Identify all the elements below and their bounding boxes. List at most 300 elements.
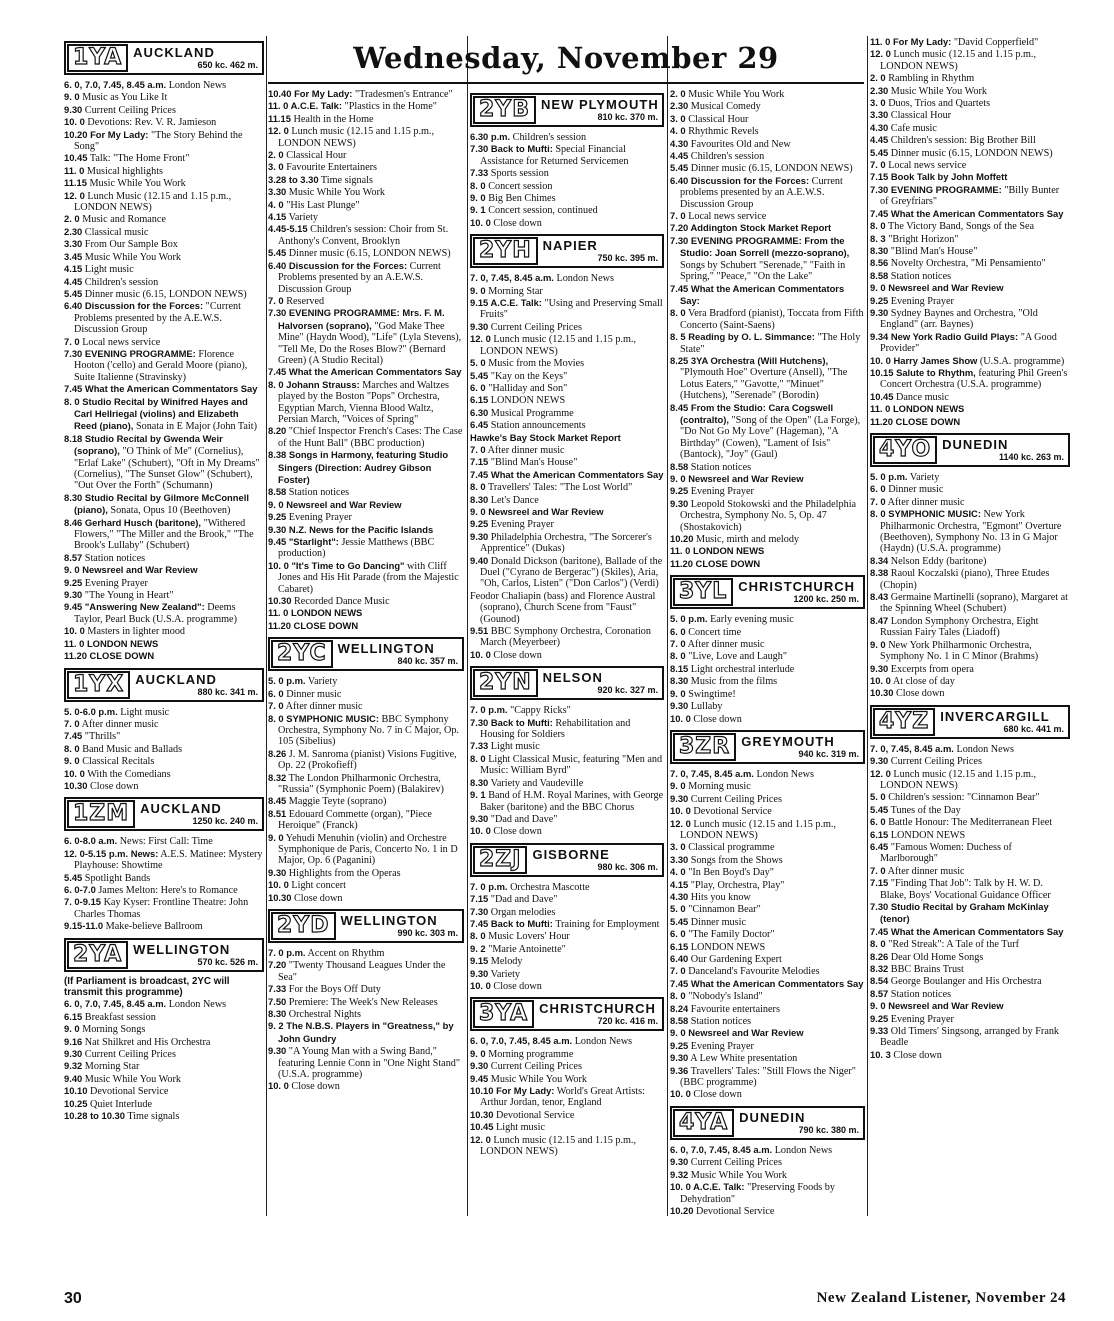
station-city: GREYMOUTH [741, 733, 835, 749]
listing-3yl [670, 613, 865, 725]
entry-time: 7.45 What the American Commentators Say [470, 468, 664, 480]
entry-text: Germaine Martinelli (soprano), Margaret at the Spinning Wheel (Schubert) [880, 592, 1068, 615]
entry-text: Vera Bradford (pianist), Toccata from Fifth Concerto (Saint-Saens) [680, 308, 864, 331]
programme-entry [470, 1121, 664, 1133]
listing-3ya [470, 1035, 664, 1157]
entry-text: Music and Romance [79, 214, 166, 226]
programme-entry [670, 854, 865, 866]
entry-time: 10. 3 [870, 1048, 891, 1060]
station-box-1yx [64, 668, 264, 702]
entry-text: Lunch music (12.15 and 1.15 p.m., LONDON NEWS) [880, 49, 1037, 72]
entry-time: 8.58 [268, 486, 287, 498]
entry-text: Dear Old Home Songs [888, 951, 984, 963]
programme-entry [470, 1134, 664, 1158]
station-box-2yb [470, 93, 664, 127]
programme-entry [470, 980, 664, 992]
programme-entry [64, 152, 264, 164]
entry-text: Musical Comedy [688, 101, 761, 113]
entry-time: 2.30 [670, 100, 689, 112]
entry-time: 4.15 [670, 878, 689, 890]
programme-entry [268, 1020, 464, 1045]
programme-entry [870, 245, 1070, 257]
programme-entry [870, 122, 1070, 134]
entry-time: 5.45 [870, 146, 889, 158]
entry-time: 7. 0 [64, 717, 80, 729]
entry-time: 9. 0 Newsreel and War Review [670, 1027, 804, 1039]
entry-time: 9.45 "Starlight": [268, 536, 339, 548]
entry-time: 9.32 [670, 1168, 689, 1180]
programme-entry [670, 222, 865, 234]
station-box-2yh [470, 234, 664, 268]
entry-text: Rhythmic Revels [685, 126, 759, 138]
entry-text: "In Ben Boyd's Day" [685, 867, 774, 879]
entry-time: 4.45 [64, 275, 83, 287]
programme-entry [470, 590, 664, 625]
programme-entry [470, 625, 664, 649]
entry-time: 3.30 [64, 238, 83, 250]
entry-time: 6. 0, 7.0, 7.45, 8.45 a.m. [670, 1143, 773, 1155]
programme-entry [670, 613, 865, 625]
station-city: INVERCARGILL [940, 708, 1050, 724]
entry-time: 5. 0 [870, 791, 886, 803]
entry-time: 9.25 [670, 485, 689, 497]
entry-time: 11.20 CLOSE DOWN [670, 557, 761, 569]
programme-entry [268, 607, 464, 619]
entry-time: 11. 0 For My Lady: [870, 36, 952, 47]
entry-text: Classical Hour [888, 110, 952, 122]
entry-text: Battle Honour: The Mediterranean Fleet [885, 817, 1053, 829]
entry-time: 7. 0 p.m. [470, 880, 508, 892]
entry-time: 9.30 [670, 1052, 689, 1064]
station-city: DUNEDIN [942, 437, 1009, 452]
programme-entry [470, 432, 664, 444]
entry-time: 8. 0 SYMPHONIC MUSIC: [268, 712, 379, 724]
programme-entry [470, 394, 664, 406]
programme-entry [268, 772, 464, 796]
station-frequency: 1140 kc. 263 m. [998, 452, 1064, 462]
programme-entry [670, 283, 865, 308]
entry-text: London News [553, 273, 614, 285]
entry-text: Current Problems presented by an A.E.W.S. Discussion Group [278, 260, 441, 295]
entry-time: 8.24 [670, 1002, 689, 1014]
entry-time: 11. 0 [64, 164, 85, 176]
entry-text: "O Think of Me" (Cornelius), "Erlaf Lake" (Schubert), "Oft in My Dreams" (Cornelius), "The Sunset Glow" (Schubert), "Out Over the Forth" (Schumann) [74, 446, 260, 492]
programme-entry [268, 88, 464, 100]
entry-time: 9. 0 [470, 284, 486, 296]
programme-entry [870, 1013, 1070, 1025]
entry-text: Morning music [685, 781, 751, 793]
call-sign: 2YN [473, 669, 538, 697]
programme-entry [870, 951, 1070, 963]
entry-time: 9.30 [470, 967, 489, 979]
entry-time: 11. 0 LONDON NEWS [268, 607, 363, 619]
entry-text: Close down [490, 980, 542, 992]
entry-time: 8. 0 [870, 220, 886, 232]
programme-entry [64, 625, 264, 637]
programme-entry [670, 1144, 865, 1156]
entry-text: Concert session, continued [485, 205, 598, 217]
programme-entry [870, 768, 1070, 792]
programme-entry [470, 167, 664, 179]
programme-entry [870, 134, 1070, 146]
entry-text: "Blind Man's House" [488, 457, 578, 469]
programme-entry [268, 186, 464, 198]
entry-time: 10.20 [670, 1204, 694, 1216]
programme-entry [870, 85, 1070, 97]
entry-time: 8.54 [870, 975, 889, 987]
entry-time: 6.15 [870, 828, 889, 840]
entry-text: Close down [690, 713, 742, 725]
programme-entry [870, 743, 1070, 755]
programme-entry [268, 808, 464, 832]
programme-entry [470, 1085, 664, 1109]
call-sign: 2ZJ [473, 846, 527, 874]
programme-entry [870, 963, 1070, 975]
entry-text: Close down [490, 649, 542, 661]
listing-3ya-continued [670, 88, 865, 570]
entry-time: 9. 0 Newsreel and War Review [470, 505, 604, 517]
entry-text: with Cliff Jones and His Hit Parade (from the Majestic Cabaret) [278, 560, 459, 595]
programme-entry [870, 109, 1070, 121]
programme-entry [64, 1060, 264, 1072]
entry-text: With the Comedians [84, 768, 171, 780]
programme-entry [870, 171, 1070, 183]
programme-entry [670, 1015, 865, 1027]
station-city: CHRISTCHURCH [738, 579, 855, 595]
entry-time: 2. 0 [870, 72, 886, 84]
entry-text: Rambling in Rhythm [885, 73, 975, 85]
entry-text: Station notices [286, 487, 350, 499]
station-box-2yc [268, 637, 464, 671]
entry-text: Feodor Chaliapin (bass) and Florence Austral (soprano), Church Scene from "Faust" (Gounod) [470, 590, 656, 625]
programme-entry [64, 730, 264, 742]
entry-text: Rehabilitation and Housing for Soldiers [480, 717, 631, 741]
entry-time: 8.25 3YA Orchestra (Will Hutchens), [670, 354, 829, 366]
entry-text: "A Young Man with a Swing Band," featuring Lennie Conn in "One Night Stand" (U.S.A. programme) [278, 1046, 461, 1081]
entry-time: 10.28 to 10.30 [64, 1110, 125, 1122]
programme-entry [870, 675, 1070, 687]
entry-text: Health in the Home [290, 113, 374, 125]
programme-entry [64, 706, 264, 718]
programme-entry [470, 813, 664, 825]
entry-time: 4.30 [670, 137, 689, 149]
column-1 [64, 36, 264, 1226]
entry-text: Variety [286, 212, 319, 224]
entry-text: Danceland's Favourite Melodies [685, 966, 820, 978]
entry-time: 8.45 From the Studio: Cara Cogswell (contralto), [670, 401, 834, 425]
station-city: CHRISTCHURCH [539, 1001, 656, 1017]
entry-time: 6. 0-8.0 a.m. [64, 835, 118, 847]
programme-entry [64, 129, 264, 153]
programme-entry [64, 1110, 264, 1122]
entry-text: "Nobody's Island" [685, 991, 763, 1003]
programme-entry [470, 481, 664, 493]
programme-entry [268, 486, 464, 498]
programme-entry [870, 755, 1070, 767]
programme-entry [670, 713, 865, 725]
entry-text: Lullaby [688, 701, 723, 713]
programme-entry [268, 113, 464, 125]
entry-text: Florence Hooton ('cello) and Gerald Moore (piano), Suite Italienne (Stravinsky) [74, 348, 248, 383]
entry-time: 8.45 [268, 795, 287, 807]
entry-text: Dinner music (6.15, LONDON NEWS) [82, 288, 247, 300]
entry-time: 12. 0 [670, 817, 691, 829]
programme-entry [670, 866, 865, 878]
programme-entry [64, 920, 264, 932]
entry-time: 5.45 [670, 162, 689, 174]
entry-time: 6.40 Discussion for the Forces: [268, 259, 408, 271]
programme-entry [870, 975, 1070, 987]
entry-time: 10. 0 [470, 825, 491, 837]
programme-entry [670, 125, 865, 137]
entry-time: 10.25 [64, 1097, 88, 1109]
entry-time: 7.30 Back to Mufti: [470, 143, 553, 155]
programme-entry [64, 263, 264, 275]
page-number: 30 [64, 1290, 82, 1307]
programme-entry [870, 508, 1070, 555]
entry-text: Orchestra Mascotte [507, 881, 590, 893]
entry-text: "Preserving Foods by Dehydration" [680, 1182, 835, 1205]
station-box-3ya [470, 997, 664, 1031]
programme-entry [470, 469, 664, 481]
entry-text: Music While You Work [888, 85, 987, 97]
programme-entry [470, 506, 664, 518]
entry-text: Light music [82, 264, 134, 276]
entry-time: 8.26 [870, 950, 889, 962]
programme-entry [470, 717, 664, 741]
entry-text: World's Great Artists: Arthur Jordan, tenor, England [480, 1086, 645, 1109]
entry-text: After dinner music [79, 718, 159, 730]
programme-entry [64, 213, 264, 225]
entry-time: 10. 0 [670, 805, 691, 817]
entry-text: Variety [488, 968, 521, 980]
programme-entry [64, 718, 264, 730]
programme-entry [470, 143, 664, 167]
entry-time: 11. 0 LONDON NEWS [670, 545, 765, 557]
entry-time: 9.25 [670, 1039, 689, 1051]
programme-entry [870, 471, 1070, 483]
entry-text: London News [772, 1144, 833, 1156]
programme-entry [268, 959, 464, 983]
entry-time: 3. 0 [268, 161, 284, 173]
entry-text: Light orchestral interlude [688, 663, 795, 675]
entry-time: 9.30 [64, 1048, 83, 1060]
listing-3zr [670, 768, 865, 1101]
programme-entry [670, 626, 865, 638]
listing-2zj [470, 881, 664, 993]
programme-entry [64, 1011, 264, 1023]
entry-time: 7. 0, 7.45, 8.45 a.m. [670, 767, 754, 779]
entry-time: 4.45 [670, 150, 689, 162]
programme-entry [470, 494, 664, 506]
listing-1yx [64, 706, 264, 793]
entry-text: Concert time [685, 626, 742, 638]
programme-entry [470, 1060, 664, 1072]
entry-text: At close of day [890, 675, 955, 687]
programme-entry [470, 531, 664, 555]
entry-text: Close down [291, 892, 343, 904]
programme-entry [64, 1036, 264, 1048]
entry-time: 8. 3 [870, 232, 886, 244]
station-frequency: 840 kc. 357 m. [397, 656, 458, 667]
entry-text: Dinner music (6.15, LONDON NEWS) [286, 248, 451, 260]
programme-entry [670, 1169, 865, 1181]
entry-time: 11. 0 A.C.E. Talk: [268, 100, 342, 112]
column-4 [670, 36, 865, 1226]
entry-text: Leopold Stokowski and the Philadelphia Orchestra, Symphony No. 5, Op. 47 (Shostakovich) [680, 498, 857, 533]
entry-time: 6. 0, 7.0, 7.45, 8.45 a.m. [64, 79, 167, 90]
entry-time: 9. 0 Newsreel and War Review [670, 473, 804, 484]
programme-entry [670, 928, 865, 940]
entry-time: 10.30 [268, 891, 292, 903]
entry-text: Songs by Schubert "Serenade," "Faith in Spring," "Peace," "On the Lake" [680, 259, 846, 283]
station-city: WELLINGTON [133, 941, 231, 957]
entry-time: 7. 0 [670, 210, 686, 222]
entry-text: Current Ceiling Prices [82, 1049, 176, 1061]
entry-text: Dinner music (6.15, LONDON NEWS) [888, 147, 1053, 159]
entry-time: 9.25 [870, 294, 889, 306]
entry-text: "Dad and Dave" [488, 813, 558, 825]
programme-entry [870, 72, 1070, 84]
entry-text: Morning programme [485, 1048, 574, 1060]
entry-text: Talk: "The Home Front" [87, 153, 190, 165]
entry-time: 8.58 [670, 1015, 689, 1027]
programme-entry [870, 804, 1070, 816]
entry-time: 8.38 [870, 567, 889, 579]
call-sign: 4YO [873, 436, 937, 464]
entry-time: 8. 0 [64, 742, 80, 754]
entry-text: Close down [87, 780, 139, 792]
programme-entry [470, 285, 664, 297]
entry-text: Raoul Koczalski (piano), Three Etudes (Chopin) [880, 568, 1050, 591]
entry-text: Maggie Teyte (soprano) [286, 796, 387, 808]
programme-entry [268, 996, 464, 1008]
programme-entry [64, 300, 264, 335]
listing-4ya-continued [870, 36, 1070, 428]
entry-time: 10.40 For My Lady: [268, 88, 353, 99]
entry-text: Evening Prayer [688, 1040, 754, 1052]
entry-time: 10. 0 [870, 674, 891, 686]
programme-entry [870, 555, 1070, 567]
entry-text: Morning Songs [79, 1024, 146, 1036]
programme-entry [64, 433, 264, 492]
entry-text: Evening Prayer [888, 295, 954, 307]
entry-time: 10. 0 [670, 712, 691, 724]
entry-time: 7.15 Book Talk by John Moffett [870, 171, 1008, 183]
entry-text: Evening Prayer [488, 519, 554, 531]
programme-entry [870, 257, 1070, 269]
entry-time: 2. 0 [268, 149, 284, 161]
entry-time: 9.45 [470, 1072, 489, 1084]
entry-time: 8.32 [268, 771, 287, 783]
entry-text: Current Ceiling Prices [488, 1061, 582, 1073]
programme-entry [870, 567, 1070, 591]
entry-text: Travellers' Tales: "Still Flows the Niger" (BBC programme) [680, 1065, 856, 1089]
entry-time: 9.30 [670, 792, 689, 804]
entry-time: 7. 0 [870, 495, 886, 507]
entry-text: Nat Shilkret and His Orchestra [82, 1036, 211, 1048]
entry-text: Favourites Old and New [688, 138, 791, 150]
programme-entry [470, 943, 664, 955]
call-sign: 2YA [67, 941, 128, 969]
entry-time: 6.40 Discussion for the Forces: [670, 174, 810, 186]
entry-text: Kay Kyser: Frontline Theatre: John Charles Thomas [74, 897, 249, 920]
programme-entry [268, 795, 464, 807]
entry-time: 10. 0 [64, 767, 85, 779]
entry-text: Station notices [688, 1016, 752, 1028]
station-frequency: 990 kc. 303 m. [397, 928, 458, 938]
entry-text: Masters in lighter mood [84, 626, 186, 638]
entry-text: Special Financial Assistance for Returned Servicemen [480, 144, 629, 167]
programme-entry [268, 536, 464, 560]
programme-entry [870, 877, 1070, 901]
entry-time: 8.30 [470, 776, 489, 788]
station-city: WELLINGTON [340, 913, 438, 928]
entry-time: 9. 0 [64, 755, 80, 767]
page-title: Wednesday, November 29 [353, 41, 779, 75]
programme-entry [64, 190, 264, 214]
entry-time: 4.45 [870, 134, 889, 146]
entry-time: 9.15 [470, 955, 489, 967]
station-box-3yl [670, 575, 865, 609]
programme-entry [870, 367, 1070, 391]
entry-text: "Twenty Thousand Leagues Under the Sea" [278, 960, 446, 983]
entry-text: Classical Recitals [79, 756, 155, 768]
entry-time: 9. 0 [64, 91, 80, 103]
entry-time: 3. 0 [670, 112, 686, 124]
entry-text: London Symphony Orchestra, Eight Russian Fairy Tales (Liadoff) [880, 615, 1039, 639]
entry-time: 7. 0 p.m. [470, 704, 508, 716]
entry-time: 10.45 [64, 152, 88, 164]
entry-time: 5.45 [64, 287, 83, 299]
station-box-2zj [470, 843, 664, 877]
entry-time: 7.15 [470, 893, 489, 905]
entry-time: 9.32 [64, 1060, 83, 1072]
programme-entry [268, 1080, 464, 1092]
listing-2yc [268, 675, 464, 904]
entry-time: 2. 0 [670, 88, 686, 99]
programme-entry [870, 147, 1070, 159]
programme-entry [64, 396, 264, 433]
entry-text: Children's session [688, 151, 765, 163]
entry-time: 6.15 [470, 394, 489, 406]
programme-entry [268, 748, 464, 772]
entry-text: New York Philharmonic Orchestra, "Egmont" Overture (Beethoven), Symphony No. 13 in G Major (Haydn) (U.S.A. programme) [880, 509, 1062, 555]
programme-entry [64, 91, 264, 103]
entry-text: Station notices [688, 461, 752, 473]
entry-text: Music While You Work [82, 1073, 181, 1085]
listing-2ya [64, 998, 264, 1122]
call-sign: 1YX [67, 671, 130, 699]
programme-entry [470, 357, 664, 369]
entry-text: LONDON NEWS [688, 941, 766, 953]
programme-entry [670, 485, 865, 497]
entry-time: 4.15 [64, 263, 83, 275]
entry-time: 9. 2 [470, 942, 486, 954]
entry-time: 5. 0 p.m. [670, 613, 708, 625]
entry-text: After dinner music [485, 444, 565, 456]
programme-entry [268, 892, 464, 904]
entry-text: Tunes of the Day [888, 804, 961, 816]
entry-time: 12. 0 [870, 48, 891, 60]
entry-text: Close down [288, 1081, 340, 1093]
station-frequency: 980 kc. 306 m. [597, 861, 658, 872]
station-box-4yo [870, 433, 1070, 467]
entry-time: 6. 0-7.0 [64, 883, 96, 895]
entry-text: Devotional Service [493, 1109, 575, 1121]
programme-entry [670, 210, 865, 222]
programme-entry [670, 1156, 865, 1168]
